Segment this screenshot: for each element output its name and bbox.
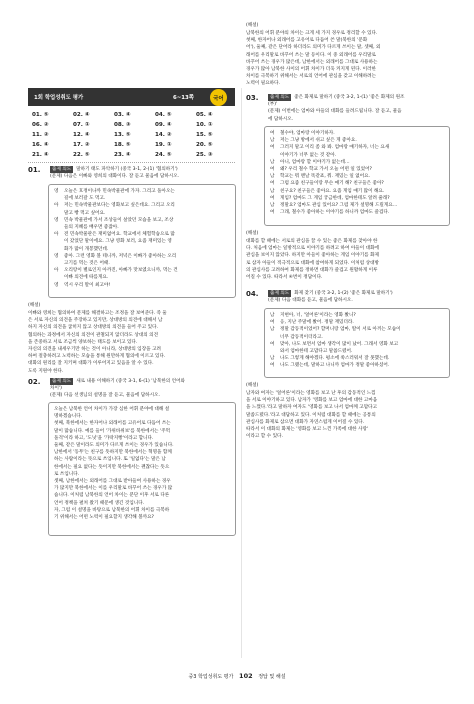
- section-header: [28, 88, 235, 106]
- commentary-line: 차이를 극복하기 위해서는 서로의 언어에 관심을 갖고 이해하려는: [246, 74, 377, 80]
- speaker: 여: [270, 181, 275, 187]
- dialog-text: 나도 그렇게 해야겠다. 평소에 쑥스러워서 잘 못했는데.: [280, 356, 390, 362]
- dialog-line: [54, 210, 230, 217]
- commentary-line: 이빠와 영희는 협의하여 문제를 해결하고는 조정을 잘 보여준다. 즉 둘: [28, 311, 167, 316]
- lecture-box: [48, 402, 236, 536]
- answer-cell: 03. ④: [114, 112, 131, 118]
- q03-line-3: 에 답하시오.: [268, 116, 294, 122]
- answer-row: [32, 112, 237, 122]
- speaker: 남: [270, 203, 275, 209]
- q02-line-1: 차이'): [50, 386, 62, 392]
- speaker: 남: [270, 313, 275, 318]
- commentary-line: 경우가 많아 남북한 사이의 어휘 차이가 더욱 커지게 된다. 이러한: [246, 67, 376, 73]
- q03-line-2: (문제) 이번에는 엄마와 아들의 대화를 들려드립니다. 잘 듣고, 물음: [268, 109, 402, 115]
- answer-cell: 13. ⑤: [114, 132, 131, 138]
- commentary-line: 남북한의 어휘 분야의 차이는 크게 세 가지 경우로 정리할 수 있다.: [246, 31, 378, 36]
- answer-cell: 15. ⑤: [196, 132, 213, 138]
- footer-right: 정답 및 해설: [258, 674, 286, 680]
- commentary-line: 의 관심사를 고려하여 화제를 정하면 대화가 즐겁고 원활하게 이루: [246, 267, 378, 273]
- answer-cell: 09. ④: [155, 122, 172, 128]
- page-number: 102: [239, 672, 253, 680]
- dialog-text: 친구요? 친구들은 좋아요. 요즘 게임 얘기 많이 해요.: [280, 188, 385, 194]
- answer-cell: 10. ①: [196, 122, 213, 128]
- header-title: 1회 학업성취도 평가: [34, 95, 84, 101]
- dialog-text: 이빠 의견에 따를게요.: [64, 275, 109, 281]
- answer-cell: 05. ④: [196, 112, 213, 118]
- commentary-line: 이라고 할 수 있다.: [246, 434, 283, 440]
- commentary-line: 대화를 할 때에는 서로의 관심을 끌 수 있는 좋은 화제를 찾아야 한: [246, 239, 378, 244]
- speaker: 영: [54, 189, 59, 194]
- speaker: 여: [270, 363, 275, 369]
- dialog-line: [270, 362, 444, 369]
- dialog-text: 맞아, 나도 보면서 엄마 생각이 많이 났어. 그래서 영화 보고: [280, 341, 399, 347]
- dialog-text: 역시 우리 딸이 최고야!: [64, 282, 111, 288]
- speaker: 아: [54, 203, 59, 209]
- dialog-line: [270, 152, 444, 159]
- answer-row: [32, 122, 237, 132]
- dialog-line: [270, 348, 444, 355]
- dialog-line: [54, 188, 230, 195]
- dialog-line: [270, 334, 444, 341]
- commentary-line: 협의하는 과정에서 자신의 의견이 관철되지 않더라도 상대의 의견: [28, 332, 159, 338]
- lecture-line: 셋째, 남한에서는 외래어를 그대로 받아들여 사용하는 경우: [54, 479, 171, 485]
- speaker: 남: [270, 174, 275, 180]
- answer-cell: 23. ④: [114, 152, 131, 158]
- speaker: 남: [270, 188, 275, 194]
- question-number: 04.: [246, 290, 259, 298]
- commentary-line: 대화의 원리를 잘 지키며 대화가 이루어지고 있음을 알 수 있다.: [28, 361, 154, 367]
- answer-cell: 02. ④: [73, 112, 90, 118]
- commentary-line: 자신의 의견을 내세우기만 하는 것이 아니라, 상대방의 입장을 고려: [28, 347, 161, 353]
- commentary-line: 말씀드렸다.'라고 대답하고 있다. 이처럼 대화를 할 때에는 공통의: [246, 412, 376, 418]
- column-divider: [241, 88, 242, 658]
- speaker: 영: [54, 217, 59, 223]
- speaker: 아: [54, 268, 59, 274]
- dialog-text: 저는 그냥 방에서 쉬고 싶은 게 좋아요.: [280, 138, 357, 144]
- dialog-text: 민속 박물관에 가서 조상들이 살았던 모습을 보고, 조상: [64, 217, 174, 223]
- speaker: [54, 246, 64, 253]
- speaker: [270, 348, 280, 355]
- commentary-line: 다. 처음에 엄마는 일방적으로 이야기를 하려고 하여 아들이 대화에: [246, 246, 379, 252]
- dialog-text: 이 갔었단 말이에요. 그냥 영화 보러, 요즘 재미있는 영: [64, 239, 172, 245]
- speaker: 남: [270, 159, 275, 165]
- dialog-text: 오리랑이 별로인지 아까진, 아빠가 맛보였으니까, 먹는 건: [64, 268, 178, 274]
- question-04-desc: [268, 290, 450, 304]
- lecture-line: 오늘은 남북한 언어 차이가 가장 심한 어휘 분야에 대해 설: [54, 407, 170, 412]
- answer-cell: 12. ④: [73, 132, 90, 138]
- lecture-line: 명하겠습니다.: [54, 414, 83, 420]
- dialog-line: [54, 282, 230, 289]
- question-number: 01.: [28, 166, 41, 174]
- dialog-line: [270, 326, 444, 333]
- speaker: [54, 260, 64, 267]
- lecture-line: 한에서는 필요 없다는 뜻이지만 북한에서는 괜찮다는 뜻으: [54, 464, 170, 470]
- commentary-label: (해설): [246, 231, 259, 236]
- speaker: 남: [270, 327, 275, 333]
- answer-row: [32, 132, 237, 142]
- dialog-text: 이야기가 너무 없는 것 같아.: [280, 152, 337, 158]
- commentary-label: (해설): [246, 23, 259, 28]
- dialog-line: [270, 188, 444, 195]
- commentary-line: 바꾸어 쓰는 경우가 많은데, 남한에서는 외래어를 그대로 사용하는: [246, 59, 378, 65]
- dialog-line: [54, 253, 230, 260]
- dialog-text: 저는 민속박물관보다는 영화보고 싶은데요. 그리고 오리: [64, 203, 175, 209]
- commentary: [246, 30, 448, 88]
- commentary-line: 첫째, 한자어나 외래어를 고유어로 다듬어 쓴 말(북한의 '문화: [246, 38, 368, 44]
- commentary: [246, 390, 448, 440]
- lecture-line: 언어 정책을 펼쳐 왔기 때문에 생긴 것입니다.: [54, 500, 145, 506]
- speaker: 영: [54, 253, 59, 259]
- speaker: 영: [54, 282, 59, 288]
- speaker: 여: [270, 131, 275, 136]
- speaker: 여: [270, 341, 275, 347]
- intent-tag: 출제 의도: [52, 167, 72, 172]
- dialog-box: [264, 126, 450, 226]
- q02-line-0: 새로 내용 이해하기 (중국 3-1, 6-(1) '남북한의 언어와: [76, 379, 185, 384]
- dialog-line: [270, 137, 444, 144]
- footer-left: 중3 학업성취도 평가: [188, 674, 234, 680]
- question-03-desc: [268, 94, 450, 123]
- question-02-desc: [50, 378, 236, 400]
- q01-line-1: (문제) 다음은 이빠와 영희의 대화이다. 잘 듣고 물음에 답하시오.: [50, 174, 180, 180]
- q04-line-0: 화제 찾기 (중국 3-2, 1-(2) '좋은 화제로 말하기'): [294, 291, 393, 296]
- commentary-line: 하지 자신의 의견을 굽히지 않고 상대방의 의견을 들어 주고 있다.: [28, 325, 158, 331]
- speaker: [54, 238, 64, 245]
- lecture-line: 로 쓰입니다.: [54, 471, 80, 477]
- page-footer: [0, 672, 474, 680]
- q03-line-1: (부)': [268, 102, 278, 108]
- dialog-text: 나도 그랬는데, 말하고 나니까 엄마가 정말 좋아하셨어.: [280, 363, 390, 369]
- dialog-text: 그럼 요즘 친구들이랑 무슨 얘기 해? 친구들은 좋아?: [280, 181, 384, 187]
- commentary-line: 래어를 우리말로 바꾸어 쓰는 말 등이다. 이 중 외래어를 우리말로: [246, 52, 376, 58]
- dialog-text: 그래, 철수가 좋아하는 이야기를 하니까 엄마도 즐겁다.: [280, 210, 390, 216]
- answer-cell: 19. ①: [155, 142, 172, 148]
- answer-cell: 24. ⑤: [155, 152, 172, 158]
- speaker: 남: [270, 356, 275, 362]
- lecture-line: 자, 그럼 이 설명을 바탕으로 남북한의 어휘 차이를 극복하: [54, 507, 170, 513]
- dialog-line: [54, 195, 230, 202]
- dialog-line: [54, 231, 230, 238]
- dialog-line: [54, 202, 230, 209]
- commentary-label: (해설): [28, 303, 41, 308]
- dialog-line: [54, 274, 230, 281]
- commentary-line: 노력이 필요하다.: [246, 81, 280, 87]
- intent-tag: 출제 의도: [52, 379, 72, 384]
- answer-cell: 04. ⑤: [155, 112, 172, 118]
- question-number: 03.: [246, 94, 259, 102]
- speaker: 여: [270, 195, 275, 201]
- lecture-line: 돌격'이라 하고, '도넛'을 '가락지빵'이라고 합니다.: [54, 435, 154, 441]
- commentary-line: 을 존중하고 서로 조금씩 양보하는 태도를 보이고 있다.: [28, 339, 138, 345]
- dialog-line: [270, 312, 444, 319]
- commentary-line: 따라서 이 대화의 화제는 '영화를 보고 느낀 가족에 대한 사랑': [246, 427, 369, 433]
- commentary-line: 로 삼자 아들이 적극적으로 대화에 참여하게 되었다. 이처럼 상대방: [246, 260, 379, 266]
- commentary-line: 관심을 보이지 않았다. 하지만 아들이 좋아하는 게임 이야기를 화제: [246, 253, 379, 259]
- q01-line-0: 말하기 태도 파악하기 (중국 3-1, 2-(1) '협의하기'): [76, 167, 178, 172]
- commentary-line: 어'), 둘째, 같은 단어라 하더라도 의미가 다르게 쓰이는 말, 셋째, 외: [246, 45, 381, 51]
- dialog-line: [270, 355, 444, 362]
- dialog-line: [270, 159, 444, 166]
- commentary-line: 을 서로 이야기하고 있다. 남자가 '영화를 보고 엄마에 대한 고마움: [246, 398, 378, 404]
- dialog-text: 고기를 먹는 것은 어때.: [64, 261, 110, 267]
- answer-cell: 01. ⑤: [32, 112, 49, 118]
- answer-cell: 18. ⑤: [114, 142, 131, 148]
- lecture-line: 기 위해서는 어떤 노력이 필요할지 생각해 볼까요?: [54, 515, 154, 521]
- commentary-line: 어질 수 있다. 따라서 ④번이 정답이다.: [246, 275, 323, 281]
- dialog-box: [264, 308, 450, 378]
- dialog-line: [54, 260, 230, 267]
- speaker: [270, 152, 280, 159]
- answer-cell: 22. ⑤: [73, 152, 90, 158]
- commentary-label: (해설): [246, 383, 259, 388]
- dialog-text: 정말 감동적이었어? 할머니랑 엄마, 딸이 서로 아끼는 모습이: [280, 327, 401, 333]
- dialog-text: 왜? 우리 철수 학교 가서 오늘 어떤 일 있었어?: [280, 167, 372, 173]
- speaker: 여: [270, 320, 275, 326]
- answer-grid: [32, 112, 237, 162]
- lecture-line: 남한에서 '동무'는 친구를 뜻하지만 북한에서는 혁명을 함께: [54, 450, 172, 456]
- q03-line-0: 좋은 화제로 말하기 (중국 3-2, 1-(1) '좋은 화제의 원조: [294, 95, 405, 100]
- dialog-text: 오늘은 호정이나까 민속박물관에 가자. 그리고 돌아오는: [64, 189, 175, 194]
- speaker: [54, 195, 64, 202]
- answer-cell: 20. ⑤: [196, 142, 213, 148]
- dialog-line: [54, 267, 230, 274]
- speaker: [54, 274, 64, 281]
- dialog-line: [270, 144, 444, 151]
- answer-row: [32, 142, 237, 152]
- dialog-line: [54, 246, 230, 253]
- dialog-text: 전 민속박물관은 재미없어요. 학교에서 체험학습으로 많: [64, 232, 175, 238]
- dialog-line: [270, 319, 444, 326]
- header-pages: 6~13쪽: [173, 95, 194, 101]
- dialog-line: [270, 341, 444, 348]
- speaker: 여: [270, 145, 275, 151]
- dialog-box: [48, 184, 236, 298]
- intent-tag: 출제 의도: [270, 95, 290, 100]
- divider: [28, 162, 235, 163]
- lecture-line: 둘째, 같은 말이라도 의미가 다르게 쓰이는 경우가 있습니다.: [54, 443, 174, 449]
- q02-line-2: (문제) 다음 선생님의 설명을 잘 듣고, 물음에 답하시오.: [50, 393, 160, 399]
- commentary-line: 관심사를 화제로 삼으면 대화가 자연스럽게 이어질 수 있다.: [246, 419, 365, 425]
- answer-row: [32, 152, 237, 162]
- dialog-line: [270, 195, 444, 202]
- lecture-line: 첫째, 북한에서는 한자어나 외래어를 고유어로 다듬어 쓰는: [54, 421, 171, 427]
- speaker: [270, 334, 280, 341]
- speaker: 남: [270, 138, 275, 144]
- dialog-text: 길에 보러갈 도 먹고.: [64, 196, 106, 202]
- dialog-line: [54, 238, 230, 245]
- dialog-line: [54, 217, 230, 224]
- question-number: 02.: [28, 378, 41, 386]
- dialog-text: 지현아, 너, '얼어른'이라는 영화 봤니?: [280, 313, 356, 318]
- dialog-text: 게임? 엄마도 그 게임 궁금한데, 엄마한테도 알려 줄래?: [280, 195, 390, 201]
- commentary-line: 은 서로 자신의 의견을 주장하고 있지만, 상대방의 의견에 대해서 남: [28, 318, 163, 324]
- speaker: 아: [54, 232, 59, 238]
- commentary: [246, 238, 448, 281]
- answer-cell: 16. ④: [32, 142, 49, 148]
- answer-cell: 11. ②: [32, 132, 49, 138]
- question-01-desc: [50, 166, 236, 180]
- dialog-line: [270, 130, 444, 137]
- commentary-line: 남자와 여자는 '얼어른'이라는 영화를 보고 난 후의 감동적인 느낌: [246, 391, 376, 396]
- lecture-line: 말이 많습니다. 예를 들어 '가위바위보'를 북한에서는 '주먹: [54, 428, 171, 434]
- lecture-line: 하는 사람이라는 뜻으로 쓰입니다. 또 '일없다'는 말은 남: [54, 457, 166, 463]
- dialog-line: [270, 202, 444, 209]
- dialog-text: 화가 많이 개봉했던데.: [64, 246, 109, 252]
- dialog-text: 좋아. 그런 영화 볼 테니까, 저녁은 이빠가 좋아하는 오리: [64, 253, 177, 259]
- speaker: 여: [270, 167, 275, 173]
- dialog-text: 학교는 뭐 맨날 똑같죠, 뭐. 재밌는 일 없어요.: [280, 174, 371, 180]
- answer-cell: 21. ④: [32, 152, 49, 158]
- dialog-line: [270, 180, 444, 187]
- answer-cell: 07. ①: [73, 122, 90, 128]
- speaker: 여: [270, 210, 275, 216]
- speaker: [54, 224, 64, 231]
- speaker: [54, 210, 64, 217]
- q04-line-1: (문제) 다음 대화를 듣고, 물음에 답하시오.: [268, 298, 353, 304]
- dialog-line: [54, 224, 230, 231]
- answer-cell: 17. ②: [73, 142, 90, 148]
- dialog-line: [270, 166, 444, 173]
- dialog-text: 아니, 엄마랑 할 이야기가 없는데…: [280, 159, 350, 165]
- lecture-line: 습니다. 이처럼 남북한의 언어 차이는 분단 이후 서로 다른: [54, 493, 170, 499]
- dialog-text: 와서 엄마한테 고맙다고 말씀드렸어.: [280, 349, 353, 355]
- dialog-text: 그러지 말고 이리 좀 와 봐. 엄마랑 얘기하자, 너는 요새: [280, 145, 390, 151]
- dialog-text: 너무 감동적이더라고.: [280, 334, 323, 340]
- dialog-text: 말고 빵 먹고 싶어요.: [64, 210, 106, 216]
- dialog-text: 응, 지난 주말에 봤어. 정말 재밌더라.: [280, 320, 354, 326]
- subject-badge: 국어: [210, 89, 227, 106]
- dialog-text: 들의 지혜를 배우면 좋잖아.: [64, 225, 119, 231]
- answer-cell: 14. ②: [155, 132, 172, 138]
- answer-cell: 06. ②: [32, 122, 49, 128]
- dialog-line: [270, 173, 444, 180]
- intent-tag: 출제 의도: [270, 291, 290, 296]
- dialog-line: [270, 209, 444, 216]
- answer-cell: 25. ③: [196, 152, 213, 158]
- lecture-line: 가 많지만 북한에서는 이를 우리말로 바꾸어 쓰는 경우가 많: [54, 486, 173, 492]
- commentary-line: 하여 절충하려고 노력하는 모습을 통해 원만하게 협의에 이르고 있다.: [28, 354, 166, 360]
- dialog-text: 정말요? 엄마도 관심 있어요? 그럼 제가 설명해 드릴게요…: [280, 203, 398, 209]
- answer-cell: 08. ③: [114, 122, 131, 128]
- dialog-text: 철수야, 엄마랑 이야기하자.: [280, 131, 335, 136]
- commentary-line: 도록 지원야 한다.: [28, 368, 64, 374]
- commentary-line: 을 느꼈다.'라고 말하자 여자도 '영화를 보고 나서 엄마께 고맙다고: [246, 405, 378, 411]
- commentary: [28, 310, 236, 375]
